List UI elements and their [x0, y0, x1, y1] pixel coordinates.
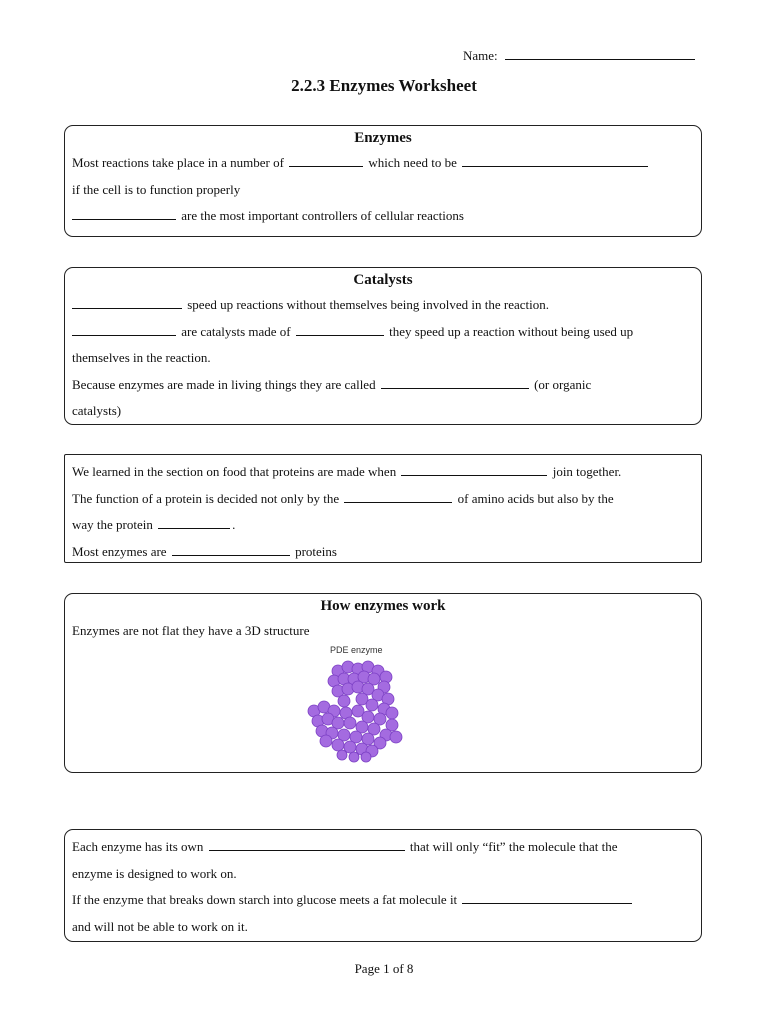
blank[interactable]: [72, 297, 182, 309]
how-enzymes-work-section: [64, 593, 702, 773]
blank[interactable]: [462, 892, 632, 904]
blank[interactable]: [72, 324, 176, 336]
pde-enzyme-image: [302, 655, 412, 765]
figure-caption: PDE enzyme: [330, 644, 383, 655]
proteins-section: [64, 454, 702, 563]
enzyme-figure: [72, 645, 694, 763]
blank[interactable]: [158, 517, 230, 529]
proteins-line-4: Most enzymes are proteins: [72, 543, 337, 559]
catalysts-heading: Catalysts: [353, 272, 413, 288]
blank[interactable]: [72, 208, 176, 220]
name-blank[interactable]: [505, 47, 695, 60]
blank[interactable]: [172, 544, 290, 556]
catalysts-line-3: themselves in the reaction.: [72, 350, 211, 365]
blank[interactable]: [381, 377, 529, 389]
enzymes-line-3: are the most important controllers of cellular reactions: [72, 203, 694, 230]
catalysts-section: [64, 267, 702, 425]
blank[interactable]: [289, 155, 363, 167]
how-enzymes-work-heading: How enzymes work: [320, 598, 446, 614]
enzymes-line-1: Most reactions take place in a number of which need to be: [72, 150, 694, 177]
page-title: 2.2.3 Enzymes Worksheet: [291, 76, 477, 95]
fit-line-1: Each enzyme has its own that will only “fit” the molecule that the: [72, 839, 618, 854]
fit-line-2: enzyme is designed to work on.: [72, 865, 237, 881]
enzymes-line-2: if the cell is to function properly: [72, 181, 241, 197]
fit-line-4: and will not be able to work on it.: [72, 918, 248, 934]
blank[interactable]: [401, 464, 547, 476]
how-line-1: Enzymes are not flat they have a 3D structure: [72, 623, 310, 638]
catalysts-line-1: speed up reactions without themselves being involved in the reaction.: [72, 292, 694, 319]
enzymes-section: [64, 125, 702, 237]
proteins-line-3: way the protein .: [72, 517, 236, 532]
blank[interactable]: [296, 324, 384, 336]
fit-section: [64, 829, 702, 942]
catalysts-line-2: are catalysts made of they speed up a reaction without being used up: [72, 319, 694, 346]
page-number: Page 1 of 8: [354, 961, 414, 976]
catalysts-line-4: Because enzymes are made in living things they are called (or organic: [72, 376, 592, 392]
blank[interactable]: [209, 839, 405, 851]
enzymes-heading: Enzymes: [354, 130, 412, 146]
proteins-line-2: The function of a protein is decided not only by the of amino acids but also by the: [72, 490, 614, 506]
blank[interactable]: [344, 491, 452, 503]
catalysts-line-5: catalysts): [72, 403, 122, 418]
blank[interactable]: [462, 155, 648, 167]
name-field: [463, 47, 695, 64]
fit-line-3: If the enzyme that breaks down starch into glucose meets a fat molecule it: [72, 887, 694, 914]
name-label: Name:: [463, 48, 498, 63]
proteins-line-1: We learned in the section on food that proteins are made when join together.: [72, 464, 622, 479]
